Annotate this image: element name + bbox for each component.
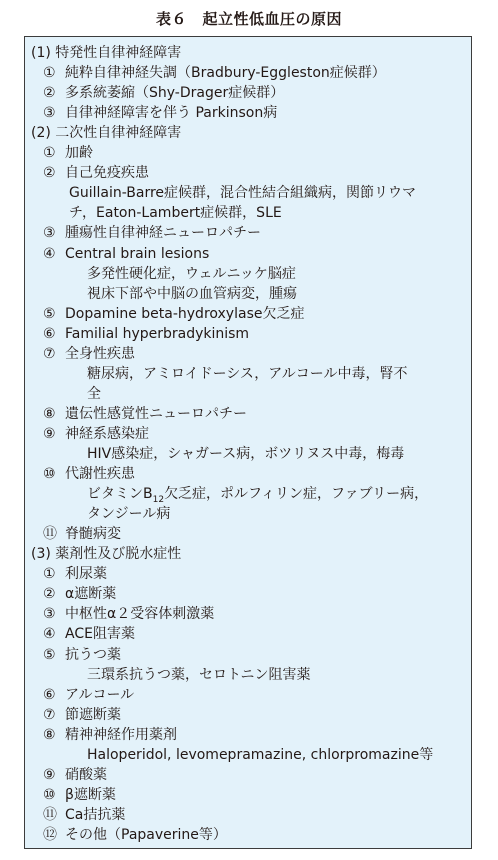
item-number: ⑥: [43, 686, 56, 703]
list-item: [69, 183, 416, 203]
item-text: タンジール病: [87, 506, 171, 523]
item-text: ビタミンB: [87, 486, 153, 503]
item-text: 脊髄病変: [65, 526, 121, 543]
item-text: 節遮断薬: [65, 706, 121, 723]
list-item: [87, 284, 297, 304]
item-text: 多発性硬化症，ウェルニッケ脳症: [87, 265, 296, 282]
item-number: ⑫: [43, 826, 57, 843]
item-text: α遮断薬: [65, 586, 117, 603]
item-text: (3) 薬剤性及び脱水症性: [31, 546, 182, 563]
item-text: Dopamine beta-hydroxylase欠乏症: [65, 305, 305, 322]
item-number: ⑦: [43, 706, 56, 723]
item-text: 中枢性α２受容体刺激薬: [65, 606, 215, 623]
list-item: [43, 404, 247, 424]
item-text: 全身性疾患: [65, 345, 135, 362]
item-text: (2) 二次性自律神経障害: [31, 125, 182, 142]
item-text: その他（Papaverine等）: [65, 826, 227, 843]
list-item: [87, 504, 170, 524]
item-text: ACE阻害薬: [65, 626, 135, 643]
list-item: [43, 564, 107, 584]
list-item: [43, 83, 284, 103]
item-text: 遺伝性感覚性ニューロパチー: [65, 405, 247, 422]
section-heading: [31, 544, 181, 564]
item-text: 自律神経障害を伴う Parkinson病: [65, 105, 278, 122]
item-number: ②: [43, 586, 56, 603]
list-item: [87, 665, 310, 685]
item-text: アルコール: [65, 686, 135, 703]
item-number: ③: [43, 225, 56, 242]
item-text: チ，Eaton-Lambert症候群，SLE: [69, 205, 282, 222]
list-item: [43, 324, 249, 344]
item-text: 硝酸薬: [65, 766, 107, 783]
section-heading: [31, 43, 181, 63]
item-text: Guillain-Barre症候群，混合性結合組織病，関節リウマ: [69, 185, 417, 202]
item-text: 腫瘍性自律神経ニューロパチー: [65, 225, 261, 242]
item-number: ④: [43, 626, 56, 643]
item-text: HIV感染症，シャガース病，ボツリヌス中毒，梅毒: [87, 446, 405, 462]
list-item: [43, 584, 116, 604]
list-item: [87, 364, 407, 384]
list-item: [43, 103, 277, 123]
item-number: ⑦: [43, 345, 56, 362]
item-text: 視床下部や中脳の血管病変，腫瘍: [87, 285, 297, 302]
list-item: [43, 765, 107, 785]
item-text: 加齢: [65, 145, 93, 162]
item-text: 神経系感染症: [65, 425, 149, 442]
list-item: [87, 484, 428, 504]
list-item: [43, 725, 177, 745]
item-number: ⑨: [43, 425, 56, 442]
item-number: ②: [43, 165, 56, 182]
item-number: ⑩: [43, 786, 56, 803]
item-text: 代謝性疾患: [65, 466, 135, 483]
list-item: [43, 705, 121, 725]
item-text: Haloperidol, levomepramazine, chlorpromazine等: [87, 746, 434, 763]
list-item: [43, 63, 386, 83]
list-item: [43, 524, 121, 544]
list-item: [87, 444, 404, 464]
item-number: ①: [43, 566, 56, 583]
item-text: 糖尿病，アミロイドーシス，アルコール中毒，腎不: [87, 365, 408, 382]
list-item: [43, 624, 135, 644]
list-item: [43, 685, 134, 705]
item-text-continued: 欠乏症，ポルフィリン症，ファブリー病，: [164, 486, 429, 503]
list-item: [43, 645, 121, 665]
list-item: [87, 745, 433, 765]
item-text: 抗うつ薬: [65, 646, 121, 663]
item-number: ⑨: [43, 766, 56, 783]
item-number: ⑧: [43, 726, 56, 743]
list-item: [87, 384, 101, 404]
item-number: ⑪: [43, 806, 57, 823]
item-text: 全: [87, 385, 101, 402]
item-text: (1) 特発性自律神経障害: [31, 45, 182, 61]
list-item: [43, 143, 93, 163]
list-item: [43, 424, 149, 444]
list-item: [43, 163, 149, 183]
list-item: [43, 344, 135, 364]
item-text: 自己免疫疾患: [65, 165, 149, 182]
list-item: [43, 825, 227, 845]
item-number: ①: [43, 65, 56, 82]
item-text: 精神神経作用薬剤: [65, 726, 177, 743]
item-number: ④: [43, 245, 56, 262]
list-item: [87, 264, 296, 284]
item-number: ⑧: [43, 405, 56, 422]
item-number: ③: [43, 105, 56, 122]
list-item: [43, 785, 116, 805]
item-text: 三環系抗うつ薬，セロトニン阻害薬: [87, 666, 311, 683]
item-text: 利尿薬: [65, 566, 107, 583]
list-item: [43, 223, 261, 243]
item-text: Familial hyperbradykinism: [65, 325, 250, 342]
item-number: ⑪: [43, 526, 57, 543]
item-text: 純粋自律神経失調（Bradbury-Eggleston症候群）: [65, 65, 386, 82]
item-text: β遮断薬: [65, 786, 116, 803]
item-text: 多系統萎縮（Shy-Drager症候群）: [65, 85, 285, 102]
item-number: ⑩: [43, 466, 56, 483]
table-title: 表６ 起立性低血圧の原因: [155, 10, 342, 28]
list-item: [43, 805, 125, 825]
list-item: [43, 604, 214, 624]
item-number: ⑥: [43, 325, 56, 342]
list-item: [69, 203, 282, 223]
item-number: ③: [43, 606, 56, 623]
section-heading: [31, 123, 181, 143]
subscript: 12: [152, 494, 165, 505]
list-item: [43, 464, 135, 484]
item-number: ⑤: [43, 646, 56, 663]
table-box: [24, 36, 472, 849]
item-number: ②: [43, 85, 56, 102]
item-number: ①: [43, 145, 56, 162]
list-item: [43, 304, 304, 324]
item-text: Central brain lesions: [65, 245, 210, 262]
item-text: Ca拮抗薬: [65, 806, 126, 823]
list-item: [43, 244, 209, 264]
item-number: ⑤: [43, 305, 56, 322]
